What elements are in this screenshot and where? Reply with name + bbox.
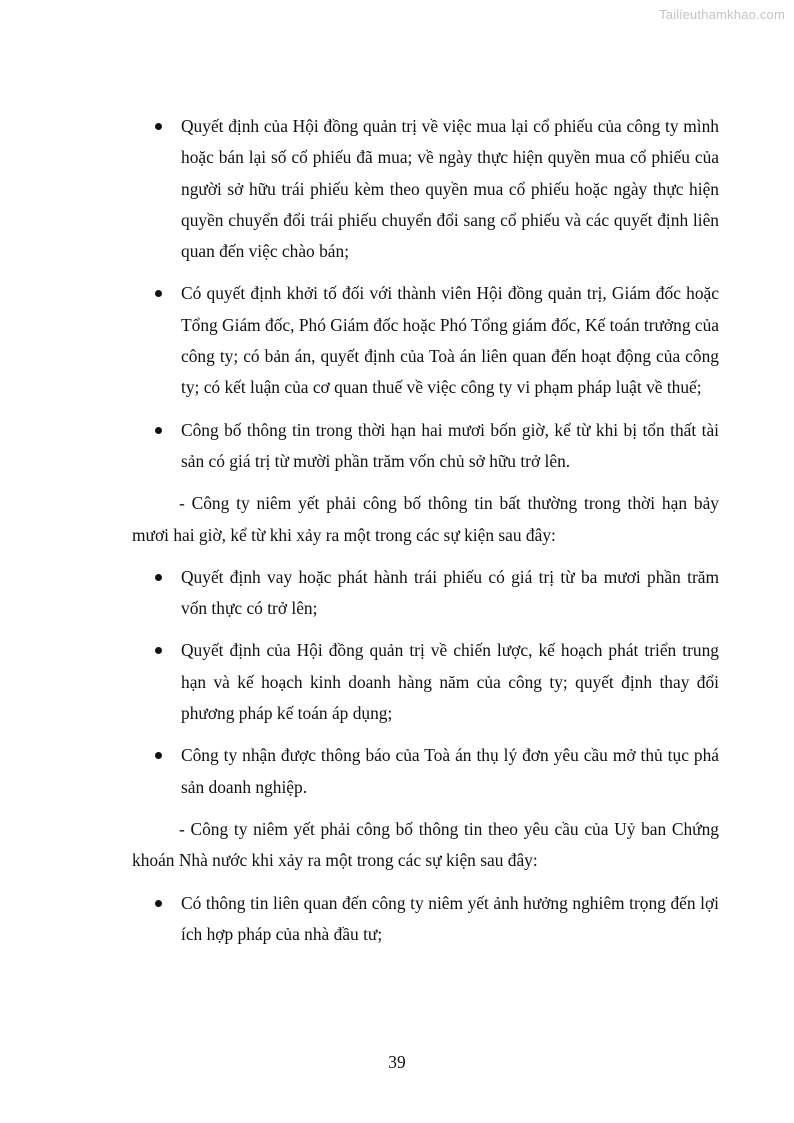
bullet-dot-icon <box>155 900 162 907</box>
bullet-dot-icon <box>155 647 162 654</box>
bullet-dot-icon <box>155 123 162 130</box>
bullet-dot-icon <box>155 574 162 581</box>
bullet-text: Có thông tin liên quan đến công ty niêm yết ảnh hưởng nghiêm trọng đến lợi ích hợp pháp của nhà đầu tư; <box>181 892 719 944</box>
bullet-text: Quyết định của Hội đồng quản trị về việc mua lại cổ phiếu của công ty mình hoặc bán lại số cổ phiếu đã mua; về ngày thực hiện quyền mua cổ phiếu của người sở hữu trái phiếu kèm theo quyền mua cổ phiếu hoặc ngày thực hiện quyền chuyển đổi trái phiếu chuyển đổi sang cổ phiếu và các quyết định liên quan đến việc chào bán; <box>181 116 719 262</box>
watermark: Tailieuthamkhao.com <box>659 7 785 22</box>
bullet-dot-icon <box>155 752 162 759</box>
page-number: 39 <box>388 1052 406 1072</box>
bullet-text: Quyết định vay hoặc phát hành trái phiếu có giá trị từ ba mươi phần trăm vốn thực có trở lên; <box>181 566 719 619</box>
bullet-dot-icon <box>155 427 162 434</box>
bullet-item <box>132 415 719 478</box>
document-body <box>132 111 719 961</box>
paragraph: - Công ty niêm yết phải công bố thông tin theo yêu cầu của Uỷ ban Chứng khoán Nhà nước khi xảy ra một trong các sự kiện sau đây: <box>132 818 719 871</box>
bullet-dot-icon <box>155 290 162 297</box>
bullet-text: Quyết định của Hội đồng quản trị về chiến lược, kế hoạch phát triển trung hạn và kế hoạch kinh doanh hàng năm của công ty; quyết định thay đổi phương pháp kế toán áp dụng; <box>181 640 719 724</box>
bullet-item <box>132 562 719 625</box>
bullet-item <box>132 740 719 803</box>
bullet-text: Công bố thông tin trong thời hạn hai mươi bốn giờ, kể từ khi bị tổn thất tài sản có giá trị từ mười phần trăm vốn chủ sở hữu trở lên. <box>181 419 719 471</box>
bullet-item <box>132 888 719 951</box>
paragraph: - Công ty niêm yết phải công bố thông tin bất thường trong thời hạn bảy mươi hai giờ, kể từ khi xảy ra một trong các sự kiện sau đây: <box>132 493 719 545</box>
bullet-item <box>132 635 719 729</box>
bullet-item <box>132 278 719 403</box>
bullet-item <box>132 111 719 267</box>
bullet-text: Có quyết định khởi tố đối với thành viên Hội đồng quản trị, Giám đốc hoặc Tổng Giám đốc, Phó Giám đốc hoặc Phó Tổng giám đốc, Kế toán trưởng của công ty; có bản án, quyết định của Toà án liên quan đến hoạt động của công ty; có kết luận của cơ quan thuế về việc công ty vi phạm pháp luật về thuế; <box>181 283 719 398</box>
bullet-text: Công ty nhận được thông báo của Toà án thụ lý đơn yêu cầu mở thủ tục phá sản doanh nghiệp. <box>181 745 719 797</box>
